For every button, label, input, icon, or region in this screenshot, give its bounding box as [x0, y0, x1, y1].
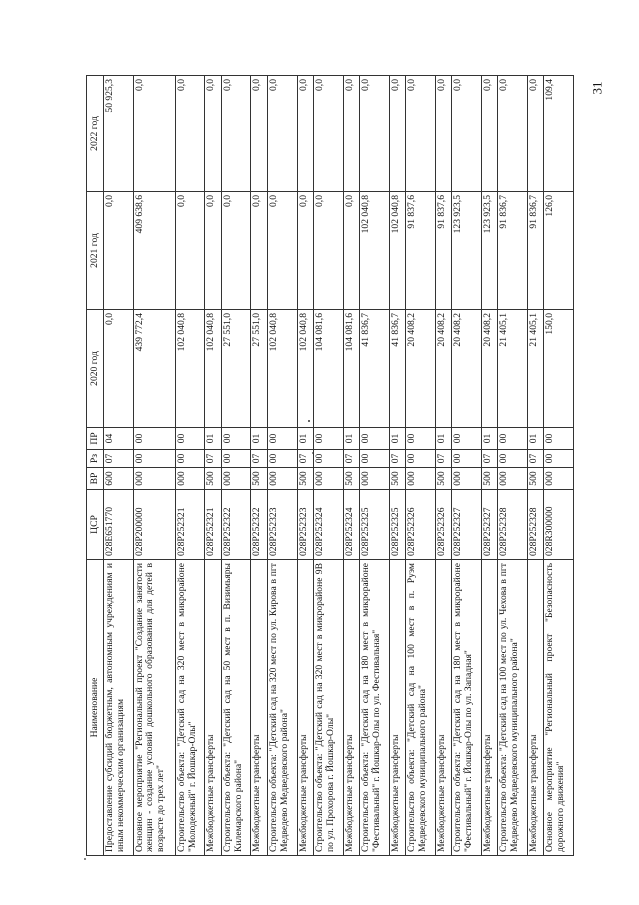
cell-pr: 01: [297, 428, 314, 450]
cell-name: Межбюджетные трансферты: [343, 560, 360, 856]
cell-2021: 0,0: [175, 192, 205, 310]
cell-pr: 01: [481, 428, 498, 450]
cell-csr: 028R300000: [544, 490, 574, 560]
table-row: [133, 76, 175, 856]
cell-vr: 500: [435, 468, 452, 490]
cell-2021: 0,0: [343, 192, 360, 310]
table-row: [297, 76, 314, 856]
scan-speck: [84, 858, 86, 860]
cell-csr: 028P252323: [297, 490, 314, 560]
cell-2020: 20 408,2: [452, 310, 482, 428]
cell-csr: 028P252325: [360, 490, 390, 560]
table-row: [481, 76, 498, 856]
cell-rz: 07: [104, 450, 134, 468]
cell-rz: 07: [297, 450, 314, 468]
cell-2022: 0,0: [406, 76, 436, 192]
cell-vr: 500: [251, 468, 268, 490]
cell-2020: 102 040,8: [205, 310, 222, 428]
cell-vr: 500: [389, 468, 406, 490]
cell-pr: 00: [133, 428, 175, 450]
cell-2022: 0,0: [435, 76, 452, 192]
cell-vr: 600: [104, 468, 134, 490]
cell-rz: 07: [343, 450, 360, 468]
table-header-row: [87, 76, 104, 856]
cell-csr: 028P252327: [481, 490, 498, 560]
cell-rz: 07: [251, 450, 268, 468]
cell-rz: 00: [452, 450, 482, 468]
cell-2020: 0,0: [104, 310, 134, 428]
cell-2022: 0,0: [360, 76, 390, 192]
table-row: [544, 76, 574, 856]
header-2021: 2021 год: [87, 192, 104, 310]
cell-2021: 91 836,7: [498, 192, 528, 310]
cell-2021: 0,0: [104, 192, 134, 310]
cell-name: Строительство объекта: "Детский сад на 320 мест в микрорайоне 9В по ул. Прохорова г. Йошкар-Олы": [314, 560, 344, 856]
cell-2021: 0,0: [297, 192, 314, 310]
cell-pr: 00: [452, 428, 482, 450]
cell-rz: 07: [481, 450, 498, 468]
cell-2021: 102 040,8: [360, 192, 390, 310]
cell-2022: 0,0: [251, 76, 268, 192]
cell-2021: 102 040,8: [389, 192, 406, 310]
table-row: [389, 76, 406, 856]
cell-rz: 00: [268, 450, 298, 468]
cell-2022: 0,0: [452, 76, 482, 192]
cell-2020: 102 040,8: [297, 310, 314, 428]
table-row: [104, 76, 134, 856]
cell-2020: 41 836,7: [389, 310, 406, 428]
header-2020: 2020 год: [87, 310, 104, 428]
table-row: [435, 76, 452, 856]
cell-2022: 0,0: [527, 76, 544, 192]
cell-2021: 126,0: [544, 192, 574, 310]
header-csr: ЦСР: [87, 490, 104, 560]
table-row: [452, 76, 482, 856]
cell-pr: 00: [268, 428, 298, 450]
cell-2020: 102 040,8: [175, 310, 205, 428]
cell-pr: 00: [360, 428, 390, 450]
cell-name: Строительство объекта: "Детский сад на 100 мест по ул. Чехова в пгт Медведево Медведевского муниципального района": [498, 560, 528, 856]
cell-pr: 00: [406, 428, 436, 450]
cell-csr: 028P252326: [435, 490, 452, 560]
cell-name: Межбюджетные трансферты: [435, 560, 452, 856]
cell-csr: 028P252328: [498, 490, 528, 560]
cell-csr: 028P252324: [314, 490, 344, 560]
cell-2020: 20 408,2: [406, 310, 436, 428]
header-2022: 2022 год: [87, 76, 104, 192]
cell-vr: 000: [452, 468, 482, 490]
table-row: [221, 76, 251, 856]
cell-name: Основное мероприятие "Региональный проект "Создание занятости женщин - создание условий дошкольного образования для детей в возрасте до трех лет": [133, 560, 175, 856]
table-row: [205, 76, 222, 856]
cell-2021: 409 638,6: [133, 192, 175, 310]
cell-2020: 150,0: [544, 310, 574, 428]
cell-rz: 00: [498, 450, 528, 468]
cell-csr: 028P252324: [343, 490, 360, 560]
cell-2021: 123 923,5: [481, 192, 498, 310]
cell-2021: 91 837,6: [406, 192, 436, 310]
cell-vr: 000: [360, 468, 390, 490]
cell-rz: 07: [435, 450, 452, 468]
cell-2021: 91 837,6: [435, 192, 452, 310]
cell-csr: 028P252326: [406, 490, 436, 560]
cell-vr: 000: [314, 468, 344, 490]
cell-rz: 00: [175, 450, 205, 468]
cell-pr: 01: [435, 428, 452, 450]
cell-2021: 0,0: [221, 192, 251, 310]
cell-pr: 00: [314, 428, 344, 450]
cell-pr: 00: [221, 428, 251, 450]
cell-csr: 028P252328: [527, 490, 544, 560]
cell-pr: 04: [104, 428, 134, 450]
cell-2022: 0,0: [297, 76, 314, 192]
cell-name: Межбюджетные трансферты: [297, 560, 314, 856]
cell-2022: 50 925,3: [104, 76, 134, 192]
cell-2020: 27 551,0: [221, 310, 251, 428]
cell-2022: 0,0: [221, 76, 251, 192]
cell-name: Строительство объекта: "Детский сад на 180 мест в микрорайоне "Фестивальный" г. Йошкар-Олы по ул. Фестивальная": [360, 560, 390, 856]
cell-2021: 0,0: [314, 192, 344, 310]
table-row: [251, 76, 268, 856]
cell-vr: 500: [343, 468, 360, 490]
cell-csr: 028P252322: [221, 490, 251, 560]
cell-vr: 000: [221, 468, 251, 490]
cell-csr: 028E651770: [104, 490, 134, 560]
cell-2022: 0,0: [205, 76, 222, 192]
cell-csr: 028P252327: [452, 490, 482, 560]
table-row: [175, 76, 205, 856]
cell-vr: 000: [133, 468, 175, 490]
cell-pr: 01: [205, 428, 222, 450]
cell-2022: 0,0: [498, 76, 528, 192]
cell-name: Строительство объекта: "Детский сад на 320 мест по ул. Кирова в пгт Медведево Медведевского района": [268, 560, 298, 856]
cell-csr: 028P252321: [205, 490, 222, 560]
cell-name: Межбюджетные трансферты: [527, 560, 544, 856]
cell-name: Строительство объекта: "Детский сад на 320 мест в микрорайоне "Молодежный" г. Йошкар-Олы": [175, 560, 205, 856]
cell-2020: 21 405,1: [527, 310, 544, 428]
cell-2022: 0,0: [268, 76, 298, 192]
cell-2021: 123 923,5: [452, 192, 482, 310]
cell-vr: 500: [527, 468, 544, 490]
cell-2022: 0,0: [481, 76, 498, 192]
cell-csr: 028P200000: [133, 490, 175, 560]
cell-2021: 0,0: [205, 192, 222, 310]
cell-name: Межбюджетные трансферты: [481, 560, 498, 856]
cell-pr: 00: [544, 428, 574, 450]
table-row: [268, 76, 298, 856]
cell-2021: 0,0: [268, 192, 298, 310]
cell-csr: 028P252323: [268, 490, 298, 560]
cell-pr: 00: [175, 428, 205, 450]
cell-rz: 00: [221, 450, 251, 468]
cell-rz: 00: [544, 450, 574, 468]
cell-pr: 01: [343, 428, 360, 450]
cell-2021: 91 836,7: [527, 192, 544, 310]
cell-name: Основное мероприятие "Региональный проект "Безопасность дорожного движения": [544, 560, 574, 856]
cell-2020: 27 551,0: [251, 310, 268, 428]
cell-2020: 104 081,6: [314, 310, 344, 428]
table-row: [343, 76, 360, 856]
rotated-page-content: [86, 76, 574, 856]
cell-name: Межбюджетные трансферты: [205, 560, 222, 856]
cell-2022: 0,0: [175, 76, 205, 192]
cell-rz: 07: [205, 450, 222, 468]
cell-vr: 000: [406, 468, 436, 490]
cell-rz: 07: [527, 450, 544, 468]
cell-2022: 0,0: [389, 76, 406, 192]
table-row: [498, 76, 528, 856]
header-name: Наименование: [87, 560, 104, 856]
cell-rz: 00: [314, 450, 344, 468]
cell-2022: 109,4: [544, 76, 574, 192]
cell-name: Строительство объекта: "Детский сад на 180 мест в микрорайоне "Фестивальный" г. Йошкар-Олы по ул. Западная": [452, 560, 482, 856]
cell-vr: 000: [175, 468, 205, 490]
budget-table: [86, 75, 574, 856]
cell-name: Межбюджетные трансферты: [389, 560, 406, 856]
cell-pr: 00: [498, 428, 528, 450]
cell-vr: 000: [544, 468, 574, 490]
cell-2022: 0,0: [133, 76, 175, 192]
cell-rz: 00: [133, 450, 175, 468]
cell-name: Межбюджетные трансферты: [251, 560, 268, 856]
cell-csr: 028P252322: [251, 490, 268, 560]
cell-csr: 028P252325: [389, 490, 406, 560]
cell-pr: 01: [527, 428, 544, 450]
header-vr: ВР: [87, 468, 104, 490]
cell-2020: 104 081,6: [343, 310, 360, 428]
cell-csr: 028P252321: [175, 490, 205, 560]
cell-rz: 07: [389, 450, 406, 468]
cell-vr: 500: [297, 468, 314, 490]
cell-pr: 01: [251, 428, 268, 450]
cell-rz: 00: [406, 450, 436, 468]
cell-2020: 20 408,2: [435, 310, 452, 428]
cell-pr: 01: [389, 428, 406, 450]
table-row: [527, 76, 544, 856]
cell-name: Предоставление субсидий бюджетным, автономным учреждениям и иным некоммерческим организациям: [104, 560, 134, 856]
cell-name: Строительство объекта: "Детский сад на 50 мест в п. Визимьяры Килемарского района": [221, 560, 251, 856]
cell-vr: 500: [481, 468, 498, 490]
cell-2020: 102 040,8: [268, 310, 298, 428]
header-rz: Рз: [87, 450, 104, 468]
table-row: [314, 76, 344, 856]
cell-rz: 00: [360, 450, 390, 468]
cell-2020: 41 836,7: [360, 310, 390, 428]
table-row: [406, 76, 436, 856]
cell-name: Строительство объекта: "Детский сад на 100 мест в п. Руэм Медведевского муниципального района": [406, 560, 436, 856]
page-number: 31: [589, 81, 605, 95]
cell-2020: 20 408,2: [481, 310, 498, 428]
cell-2020: 21 405,1: [498, 310, 528, 428]
cell-2020: 439 772,4: [133, 310, 175, 428]
cell-vr: 500: [205, 468, 222, 490]
header-pr: ПР: [87, 428, 104, 450]
cell-2021: 0,0: [251, 192, 268, 310]
cell-vr: 000: [268, 468, 298, 490]
table-row: [360, 76, 390, 856]
cell-vr: 000: [498, 468, 528, 490]
cell-2022: 0,0: [343, 76, 360, 192]
cell-2022: 0,0: [314, 76, 344, 192]
